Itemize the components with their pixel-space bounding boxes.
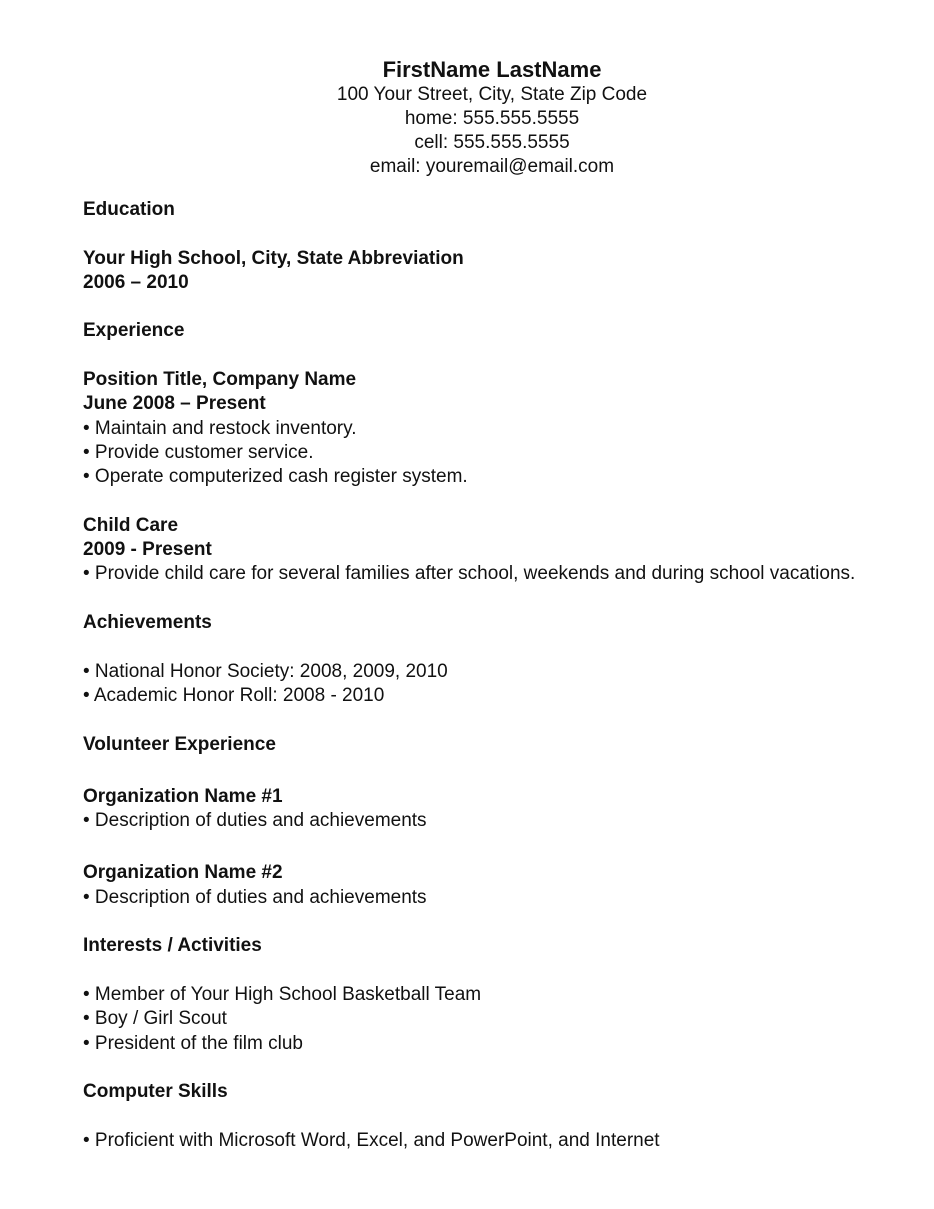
education-heading: Education — [83, 199, 175, 220]
home-phone: home: 555.555.5555 — [404, 108, 580, 129]
cell-phone: cell: 555.555.5555 — [414, 132, 570, 153]
interest-item: • Member of Your High School Basketball Team — [83, 983, 482, 1005]
resume-body — [83, 198, 903, 1153]
org1-bullet: • Description of duties and achievements — [83, 810, 427, 832]
job1-bullet: • Operate computerized cash register system. — [83, 466, 468, 488]
achievement-item: • Academic Honor Roll: 2008 - 2010 — [83, 684, 385, 706]
org1-name: Organization Name #1 — [83, 785, 283, 807]
candidate-name: FirstName LastName — [382, 57, 602, 82]
interests-heading: Interests / Activities — [83, 935, 262, 957]
email-line: email: youremail@email.com — [369, 156, 615, 177]
interest-item: • President of the film club — [83, 1032, 303, 1054]
job1-bullet: • Provide customer service. — [83, 441, 314, 463]
volunteer-heading: Volunteer Experience — [83, 733, 276, 755]
interest-item: • Boy / Girl Scout — [83, 1008, 227, 1030]
computer-skills-heading: Computer Skills — [83, 1081, 228, 1103]
experience-heading: Experience — [83, 320, 185, 342]
achievement-item: • National Honor Society: 2008, 2009, 2010 — [83, 660, 448, 682]
job2-bullet: • Provide child care for several families after school, weekends and during school vacations. — [83, 563, 856, 585]
job1-bullet: • Maintain and restock inventory. — [83, 417, 357, 439]
job2-title: Child Care — [83, 514, 179, 536]
computer-skill-item: • Proficient with Microsoft Word, Excel, and PowerPoint, and Internet — [83, 1129, 660, 1151]
org2-bullet: • Description of duties and achievements — [83, 886, 427, 908]
org2-name: Organization Name #2 — [83, 862, 283, 884]
job1-title: Position Title, Company Name — [83, 369, 357, 391]
address-line: 100 Your Street, City, State Zip Code — [336, 84, 648, 105]
school-years: 2006 – 2010 — [83, 271, 189, 293]
achievements-heading: Achievements — [83, 612, 212, 634]
school-name: Your High School, City, State Abbreviation — [83, 247, 464, 269]
resume-header — [0, 57, 934, 179]
job2-dates: 2009 - Present — [83, 539, 212, 561]
job1-dates: June 2008 – Present — [83, 393, 266, 415]
